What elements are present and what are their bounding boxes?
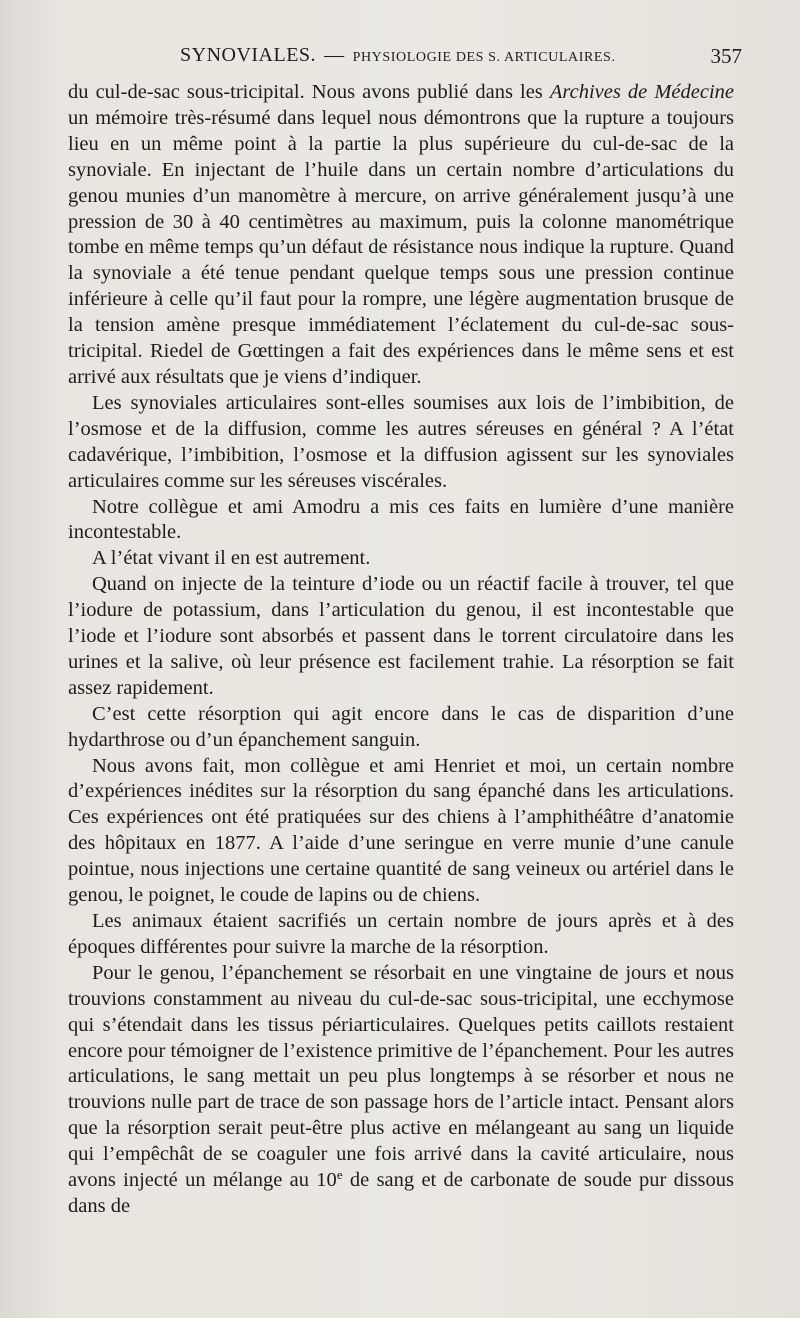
paragraph-p8 — [68, 909, 734, 961]
running-title — [180, 44, 616, 67]
text-run: C’est cette résorption qui agit encore dans le cas de disparition d’une hydarthrose ou d’un épanchement sanguin. — [68, 702, 734, 751]
running-title-separator: — — [324, 44, 345, 66]
text-run: du cul-de-sac sous-tricipital. Nous avons publié dans les — [68, 81, 550, 103]
text-run: Les animaux étaient sacrifiés un certain nombre de jours après et à des époques différentes pour suivre la marche de la résorption. — [68, 910, 734, 958]
page-header — [0, 44, 800, 74]
paragraph-p7 — [68, 754, 734, 909]
text-run: Quand on injecte de la teinture d’iode ou un réactif facile à trouver, tel que l’iodure de potassium, dans l’articulation du genou, il est incontestable que l’iode et l’iodure sont absorbés et passent dans le torrent circulatoire dans les urines et la salive, où leur présence est facilement trahie. La résorption se fait assez rapidement. — [68, 573, 734, 699]
running-title-subtitle: PHYSIOLOGIE DES S. ARTICULAIRES. — [352, 50, 616, 65]
page-number: 357 — [710, 44, 742, 68]
paragraph-p6 — [68, 702, 734, 754]
body-text — [68, 80, 734, 1220]
superscript: e — [336, 1167, 343, 1183]
running-title-main: SYNOVIALES. — [180, 44, 317, 66]
paragraph-p2 — [68, 391, 734, 495]
text-run: Pour le genou, l’épanchement se résorbait en une vingtaine de jours et nous trouvions constamment au niveau du cul-de-sac sous-tricipital, une ecchymose qui s’étendait dans les tissus périarticulaires. Quelques petits caillots restaient encore pour témoigner de l’existence primitive de l’épanchement. Pour les autres articulations, le sang mettait un peu plus longtemps à se résorber et nous ne trouvions nulle part de trace de son passage hors de l’article intact. Pensant alors que la résorption serait peut-être plus active en mélangeant au sang un liquide qui l’empêchât de se coaguler une fois arrivé dans la cavité articulaire, nous avons injecté un mélange au 10 — [68, 961, 734, 1192]
text-run: de sang et de carbonate de soude pur dissous dans de — [68, 1169, 735, 1217]
text-run: un mémoire très-résumé dans lequel nous démontrons que la rupture a toujours lieu en un même point à la partie la plus supérieure du cul-de-sac de la synoviale. En injectant de l’huile dans un certain nombre d’articulations du genou munies d’un manomètre à mercure, on arrive généralement jusqu’à une pression de 30 à 40 centimètres au maximum, puis la colonne manométrique tombe en même temps qu’un défaut de résistance nous indique la rupture. Quand la synoviale a été tenue pendant quelque temps sous une pression continue inférieure à celle qu’il faut pour la rompre, une légère augmentation brusque de la tension amène presque immédiatement l’éclatement du cul-de-sac sous-tricipital. Riedel de Gœttingen a fait des expériences dans le même sens et est arrivé aux résultats que je viens d’indiquer. — [68, 106, 734, 388]
text-run: Nous avons fait, mon collègue et ami Henriet et moi, un certain nombre d’expériences inédites sur la résorption du sang épanché dans les articulations. Ces expériences ont été pratiquées sur des chiens à l’amphithéâtre d’anatomie des hôpitaux en 1877. A l’aide d’une seringue en verre munie d’une canule pointue, nous injections une certaine quantité de sang veineux ou artériel dans le genou, le poignet, le coude de lapins ou de chiens. — [68, 754, 734, 907]
paragraph-p3 — [68, 495, 734, 547]
paragraph-p1 — [68, 80, 734, 391]
paragraph-p5 — [68, 572, 734, 702]
text-run: Les synoviales articulaires sont-elles soumises aux lois de l’imbibition, de l’osmose et de la diffusion, comme les autres séreuses en général ? A l’état cadavérique, l’imbibition, l’osmose et la diffusion agissent sur les synoviales articulaires comme sur les séreuses viscérales. — [68, 391, 734, 492]
text-run: A l’état vivant il en est autrement. — [92, 547, 371, 570]
paragraph-p4 — [68, 546, 734, 572]
paragraph-p9 — [68, 961, 734, 1220]
italic-text: Archives de Médecine — [549, 81, 734, 103]
text-run: Notre collègue et ami Amodru a mis ces faits en lumière d’une manière incontestable. — [68, 495, 734, 544]
